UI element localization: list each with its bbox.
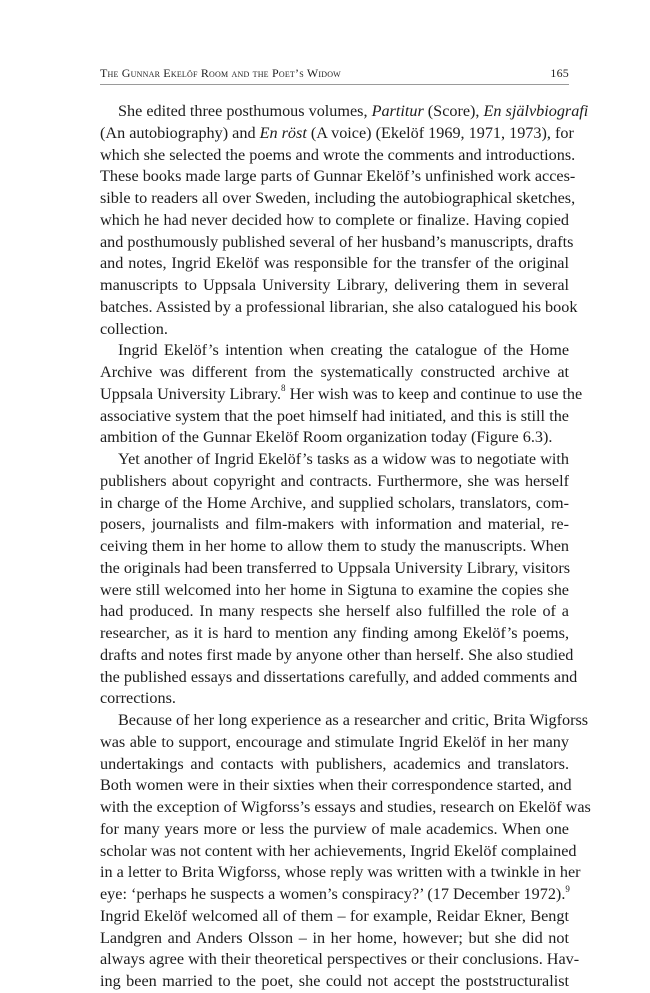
text-segment: associative system that the poet himself had initiated, and this is still the bbox=[100, 406, 569, 425]
text-segment: with the exception of Wigforss’s essays and studies, research on Ekelöf was bbox=[100, 798, 591, 816]
text-line bbox=[100, 253, 569, 275]
text-segment: Both women were in their sixties when their correspondence started, and bbox=[100, 776, 572, 795]
text-line bbox=[100, 754, 569, 776]
text-line bbox=[100, 558, 569, 580]
text-line bbox=[100, 232, 574, 254]
text-line bbox=[100, 928, 569, 950]
text-line bbox=[100, 775, 572, 797]
running-title: The Gunnar Ekelöf Room and the Poet’s Widow bbox=[100, 66, 341, 80]
text-line bbox=[100, 667, 578, 689]
text-segment: which he had never decided how to complete or finalize. Having copied bbox=[100, 210, 569, 229]
text-segment: and notes, Ingrid Ekelöf was responsible for the transfer of the original bbox=[100, 254, 569, 273]
text-segment: and posthumously published several of her husband’s manuscripts, drafts bbox=[100, 232, 574, 251]
text-line bbox=[100, 362, 569, 384]
text-segment: eye: ‘perhaps he suspects a women’s conspiracy?’ (17 December 1972). bbox=[100, 885, 566, 903]
text-line bbox=[100, 536, 569, 558]
text-line bbox=[100, 340, 569, 362]
text-segment: Ingrid Ekelöf’s intention when creating the catalogue of the Home bbox=[118, 341, 569, 360]
text-segment: in a letter to Brita Wigforss, whose reply was written with a twinkle in her bbox=[100, 863, 581, 882]
text-line bbox=[100, 580, 569, 602]
text-segment: for many years more or less the purview of male academics. When one bbox=[100, 819, 569, 838]
text-line bbox=[100, 188, 576, 210]
text-segment: researcher, as it is hard to mention any finding among Ekelöf’s poems, bbox=[100, 624, 569, 642]
text-segment: were still welcomed into her home in Sigtuna to examine the copies she bbox=[100, 580, 569, 599]
body-text bbox=[100, 101, 591, 993]
text-line bbox=[100, 819, 569, 841]
text-line bbox=[100, 427, 569, 449]
text-line bbox=[100, 645, 574, 667]
text-segment: ing been married to the poet, she could not accept the poststructuralist bbox=[100, 972, 569, 990]
text-segment: These books made large parts of Gunnar Ekelöf’s unfinished work acces- bbox=[100, 167, 576, 186]
text-segment: Her wish was to keep and continue to use the bbox=[285, 384, 583, 403]
text-line bbox=[100, 449, 569, 471]
text-line bbox=[100, 101, 589, 123]
text-segment: manuscripts to Uppsala University Library, delivering them in several bbox=[100, 276, 569, 294]
text-line bbox=[100, 145, 576, 167]
text-segment: Archive was different from the systematically constructed archive at bbox=[100, 363, 569, 381]
text-segment: batches. Assisted by a professional librarian, she also catalogued his book bbox=[100, 297, 578, 316]
text-line bbox=[100, 471, 569, 493]
text-line bbox=[100, 166, 576, 188]
text-segment: collection. bbox=[100, 319, 168, 338]
footnote-ref: 9 bbox=[565, 883, 570, 894]
text-segment: corrections. bbox=[100, 689, 176, 708]
text-segment: which she selected the poems and wrote the comments and introductions. bbox=[100, 145, 576, 164]
italic-title: Partitur bbox=[371, 102, 424, 120]
text-segment: scholar was not content with her achievements, Ingrid Ekelöf complained bbox=[100, 841, 577, 860]
text-segment: ceiving them in her home to allow them to study the manuscripts. When bbox=[100, 537, 569, 555]
text-segment: undertakings and contacts with publishers, academics and translators. bbox=[100, 754, 569, 773]
text-segment: the originals had been transferred to Uppsala University Library, visitors bbox=[100, 558, 571, 577]
italic-title: En röst bbox=[259, 123, 307, 142]
text-segment: had produced. In many respects she herself also fulfilled the role of a bbox=[100, 602, 569, 621]
text-line bbox=[100, 688, 569, 710]
text-segment: Landgren and Anders Olsson – in her home, however; but she did not bbox=[100, 928, 569, 947]
text-segment: She edited three posthumous volumes, bbox=[118, 102, 372, 120]
text-line bbox=[100, 210, 569, 232]
text-segment: publishers about copyright and contracts. Furthermore, she was herself bbox=[100, 471, 569, 490]
text-segment: sible to readers all over Sweden, including the autobiographical sketches, bbox=[100, 189, 576, 207]
text-line bbox=[100, 971, 569, 993]
text-line bbox=[100, 862, 581, 884]
text-segment: always agree with their theoretical perspectives or their conclusions. Hav- bbox=[100, 950, 580, 969]
text-segment: Yet another of Ingrid Ekelöf’s tasks as a widow was to negotiate with bbox=[118, 450, 569, 468]
italic-title: En självbiografi bbox=[483, 102, 589, 120]
text-line bbox=[100, 884, 569, 906]
footnote-ref: 8 bbox=[281, 383, 286, 394]
text-line bbox=[100, 123, 574, 145]
running-header bbox=[100, 64, 569, 85]
text-line bbox=[100, 623, 569, 645]
text-segment: posers, journalists and film-makers with information and material, re- bbox=[100, 515, 569, 534]
text-segment: drafts and notes first made by anyone other than herself. She also studied bbox=[100, 645, 574, 664]
page-number: 165 bbox=[550, 66, 569, 80]
text-line bbox=[100, 906, 569, 928]
text-line bbox=[100, 797, 591, 819]
text-line bbox=[100, 383, 583, 406]
text-segment: (A voice) (Ekelöf 1969, 1971, 1973), for bbox=[306, 123, 574, 142]
text-segment: Because of her long experience as a researcher and critic, Brita Wigforss bbox=[118, 711, 589, 729]
text-segment: Uppsala University Library. bbox=[100, 384, 282, 403]
text-line bbox=[100, 601, 569, 623]
text-segment: was able to support, encourage and stimulate Ingrid Ekelöf in her many bbox=[100, 732, 569, 751]
text-segment: the published essays and dissertations carefully, and added comments and bbox=[100, 667, 578, 686]
text-segment: ambition of the Gunnar Ekelöf Room organization today (Figure 6.3). bbox=[100, 428, 553, 447]
text-line bbox=[100, 514, 569, 536]
text-segment: (An autobiography) and bbox=[100, 123, 260, 142]
text-line bbox=[100, 710, 589, 732]
text-line bbox=[100, 949, 580, 971]
text-segment: (Score), bbox=[423, 102, 484, 120]
text-line bbox=[100, 493, 569, 515]
text-segment: Ingrid Ekelöf welcomed all of them – for example, Reidar Ekner, Bengt bbox=[100, 906, 569, 925]
text-line bbox=[100, 732, 569, 754]
text-line bbox=[100, 319, 569, 341]
text-line bbox=[100, 275, 569, 297]
text-line bbox=[100, 406, 569, 428]
text-segment: in charge of the Home Archive, and supplied scholars, translators, com- bbox=[100, 493, 569, 512]
text-line bbox=[100, 297, 578, 319]
text-line bbox=[100, 841, 577, 863]
